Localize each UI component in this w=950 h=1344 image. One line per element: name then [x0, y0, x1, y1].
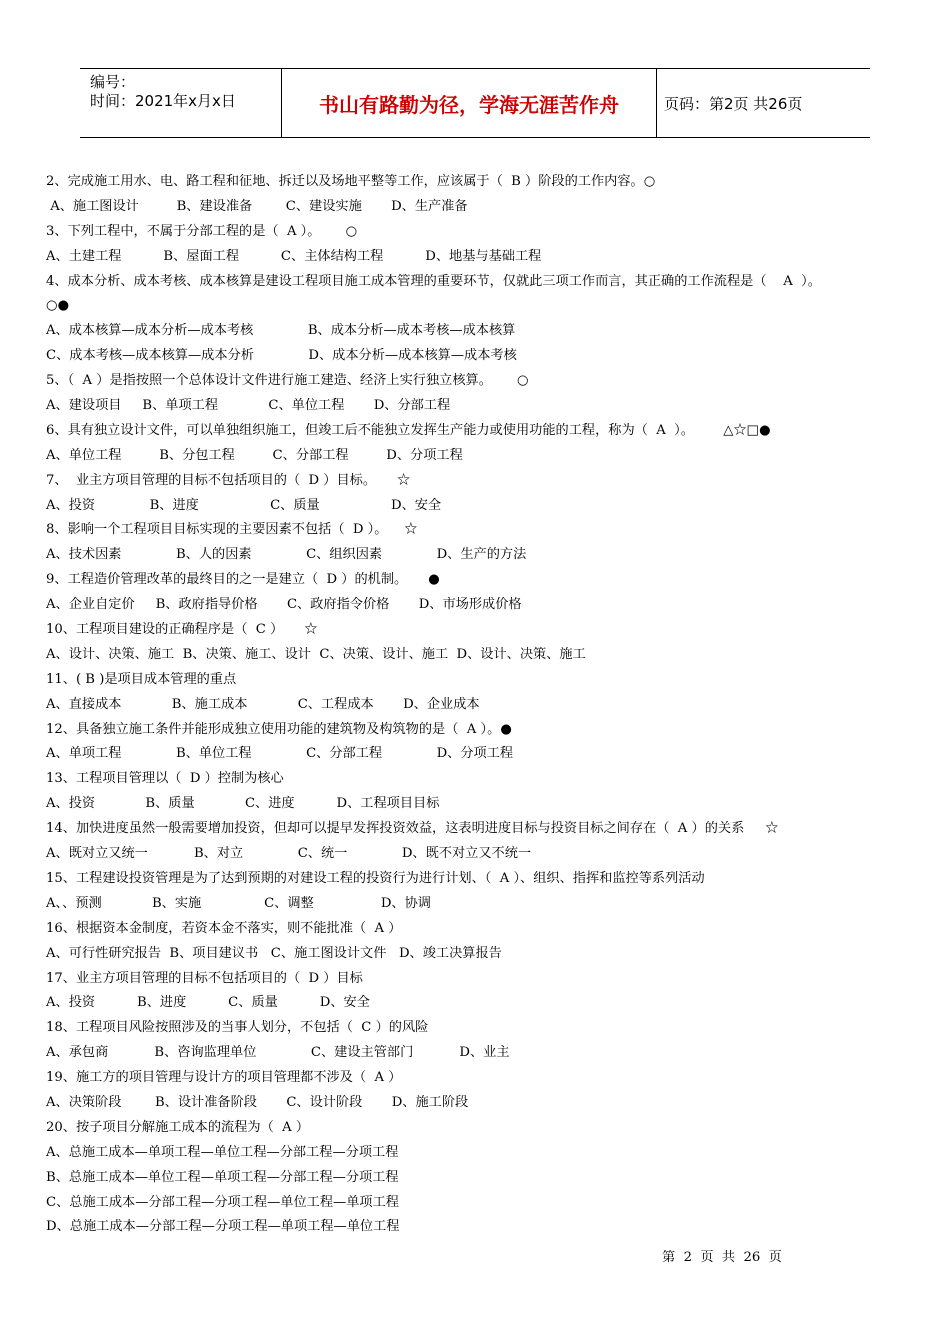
- text-line: 17、业主方项目管理的目标不包括项目的（ D ）目标: [46, 970, 363, 986]
- text-line: 3、下列工程中，不属于分部工程的是（ A ）。 ○: [46, 223, 358, 239]
- text-line: A、既对立又统一 B、对立 C、统一 D、既不对立又不统一: [46, 846, 532, 862]
- text-line: A、企业自定价 B、政府指导价格 C、政府指令价格 D、市场形成价格: [46, 597, 522, 613]
- header-motto-cell: [281, 69, 657, 137]
- page-header: [80, 68, 870, 138]
- text-line: A、单位工程 B、分包工程 C、分部工程 D、分项工程: [46, 447, 463, 463]
- text-line: 18、工程项目风险按照涉及的当事人划分，不包括（ C ）的风险: [46, 1020, 429, 1036]
- question-list: [46, 170, 916, 1240]
- text-line: A、总施工成本—单项工程—单位工程—分部工程—分项工程: [46, 1144, 399, 1160]
- text-line: 13、工程项目管理以（ D ）控制为核心: [46, 771, 284, 787]
- header-page-cell: [656, 69, 870, 137]
- text-line: A、、预测 B、实施 C、调整 D、协调: [46, 895, 431, 911]
- page-number-label: 页码：第2页 共26页: [664, 94, 803, 113]
- text-line: A、施工图设计 B、建设准备 C、建设实施 D、生产准备: [46, 198, 468, 214]
- text-line: 9、工程造价管理改革的最终目的之一是建立（ D ）的机制。 ●: [46, 572, 440, 588]
- text-line: 15、工程建设投资管理是为了达到预期的对建设工程的投资行为进行计划、（ A ）、组织、指挥和监控等系列活动: [46, 870, 705, 886]
- text-line: A、承包商 B、咨询监理单位 C、建设主管部门 D、业主: [46, 1045, 510, 1061]
- text-line: 10、工程项目建设的正确程序是（ C ） ☆: [46, 622, 318, 638]
- text-line: A、成本核算—成本分析—成本考核 B、成本分析—成本考核—成本核算: [46, 323, 516, 339]
- text-line: 14、加快进度虽然一般需要增加投资，但却可以提早发挥投资效益，这表明进度目标与投资目标之间存在（ A ）的关系 ☆: [46, 821, 779, 837]
- text-line: B、总施工成本—单位工程—单项工程—分部工程—分项工程: [46, 1169, 399, 1185]
- text-line: 20、按子项目分解施工成本的流程为（ A ）: [46, 1119, 310, 1135]
- motto-text: 书山有路勤为径，学海无涯苦作舟: [319, 92, 619, 117]
- document-number-label: 编号：: [90, 73, 136, 91]
- text-line: A、建设项目 B、单项工程 C、单位工程 D、分部工程: [46, 398, 451, 414]
- text-line: 5、（ A ）是指按照一个总体设计文件进行施工建造、经济上实行独立核算。 ○: [46, 373, 529, 389]
- header-left-cell: [80, 69, 280, 137]
- text-line: 16、根据资本金制度，若资本金不落实，则不能批准（ A ）: [46, 920, 402, 936]
- text-line: A、可行性研究报告 B、项目建议书 C、施工图设计文件 D、竣工决算报告: [46, 945, 502, 961]
- page-footer: 第 2 页 共 26 页: [662, 1250, 782, 1265]
- text-line: A、投资 B、质量 C、进度 D、工程项目目标: [46, 796, 440, 812]
- text-line: 7、 业主方项目管理的目标不包括项目的（ D ）目标。 ☆: [46, 472, 411, 488]
- text-line: 11、( B )是项目成本管理的重点: [46, 671, 237, 687]
- text-line: A、投资 B、进度 C、质量 D、安全: [46, 995, 370, 1011]
- text-line: 4、成本分析、成本考核、成本核算是建设工程项目施工成本管理的重要环节，仅就此三项工作而言，其正确的工作流程是（ A ）。: [46, 273, 821, 289]
- text-line: A、技术因素 B、人的因素 C、组织因素 D、生产的方法: [46, 547, 527, 563]
- text-line: A、单项工程 B、单位工程 C、分部工程 D、分项工程: [46, 746, 514, 762]
- text-line: A、设计、决策、施工 B、决策、施工、设计 C、决策、设计、施工 D、设计、决策、施工: [46, 646, 586, 662]
- text-line: ○●: [46, 298, 70, 314]
- text-line: 8、影响一个工程项目目标实现的主要因素不包括（ D ）。 ☆: [46, 522, 418, 538]
- text-line: A、投资 B、进度 C、质量 D、安全: [46, 497, 442, 513]
- text-line: 12、具备独立施工条件并能形成独立使用功能的建筑物及构筑物的是（ A ）。●: [46, 721, 512, 737]
- text-line: C、总施工成本—分部工程—分项工程—单位工程—单项工程: [46, 1194, 399, 1210]
- text-line: C、成本考核—成本核算—成本分析 D、成本分析—成本核算—成本考核: [46, 348, 517, 364]
- text-line: 2、完成施工用水、电、路工程和征地、拆迁以及场地平整等工作，应该属于（ B ）阶段的工作内容。○: [46, 174, 656, 189]
- text-line: 19、施工方的项目管理与设计方的项目管理都不涉及（ A ）: [46, 1070, 402, 1086]
- text-line: 6、具有独立设计文件，可以单独组织施工，但竣工后不能独立发挥生产能力或使用功能的工程，称为（ A ）。 △☆□●: [46, 422, 771, 438]
- text-line: A、直接成本 B、施工成本 C、工程成本 D、企业成本: [46, 696, 480, 712]
- document-date-label: 时间：2021年x月x日: [90, 92, 236, 110]
- text-line: A、土建工程 B、屋面工程 C、主体结构工程 D、地基与基础工程: [46, 248, 542, 264]
- text-line: A、决策阶段 B、设计准备阶段 C、设计阶段 D、施工阶段: [46, 1094, 469, 1110]
- text-line: D、总施工成本—分部工程—分项工程—单项工程—单位工程: [46, 1219, 400, 1235]
